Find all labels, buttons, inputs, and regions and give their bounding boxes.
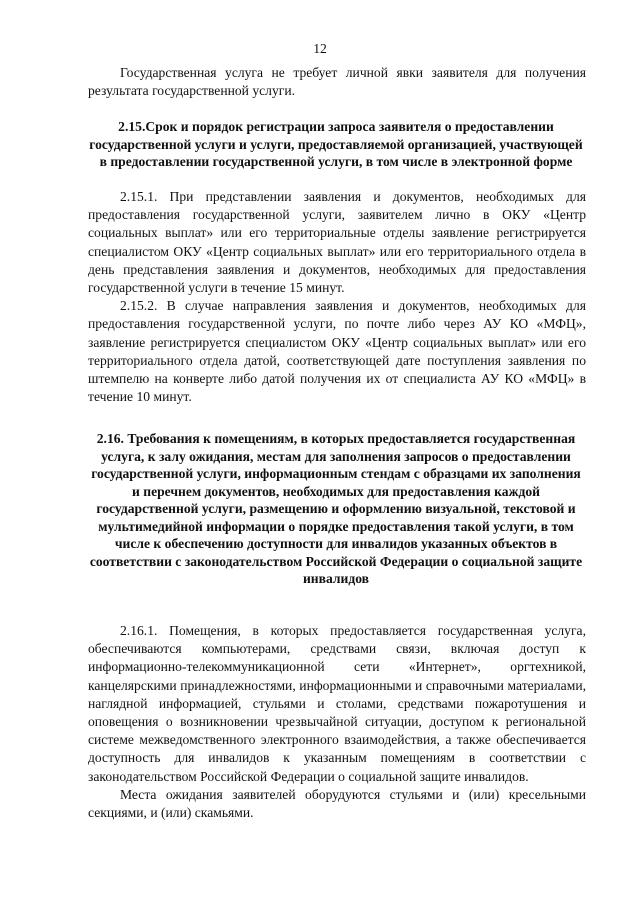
section-2-15-heading: 2.15.Срок и порядок регистрации запроса заявителя о предоставлении государственной услуги и услуги, предоставляемой организацией, участвующей в предоставлении государственной услуги, в том числе в электронной форме: [89, 119, 583, 169]
section-2-15-paragraph-2: 2.15.2. В случае направления заявления и документов, необходимых для предоставления государственной услуги, по почте либо через АУ КО «МФЦ», заявление регистрируется специалистом ОКУ «Центр социальных выплат» или его территориального отдела датой, соответствующей дате поступления заявления по штемпелю на конверте либо датой получения их от специалиста АУ КО «МФЦ» в течение 10 минут.: [88, 298, 586, 405]
section-2-16-paragraph-2: Места ожидания заявителей оборудуются стульями и (или) кресельными секциями, и (или) скамьями.: [88, 786, 586, 821]
page-number: 12: [313, 41, 327, 56]
section-2-15: [86, 118, 586, 171]
section-2-16-paragraph-1: 2.16.1. Помещения, в которых предоставляется государственная услуга, обеспечиваются компьютерами, средствами связи, включая доступ к информационно-телекоммуникационной сети «Интернет», оргтехникой, канцелярскими принадлежностями, информационными и справочными материалами, наглядной информацией, стульями и столами, средствами пожаротушения и оповещения о возникновении чрезвычайной ситуации, доступом к региональной системе межведомственного электронного взаимодействия, а также обеспечивается доступность для инвалидов к указанным помещениям в соответствии с законодательством Российской Федерации о социальной защите инвалидов.: [88, 623, 586, 784]
section-2-16: [86, 430, 586, 588]
section-2-16-heading: 2.16. Требования к помещениям, в которых предоставляется государственная услуга, к залу ожидания, местам для заполнения запросов о предоставлении государственной услуги, информационным стендам с образцами их заполнения и перечнем документов, необходимых для предоставления каждой государственной услуги, размещению и оформлению визуальной, текстовой и мультимедийной информации о порядке предоставления такой услуги, в том числе к обеспечению доступности для инвалидов указанных объектов в соответствии с законодательством Российской Федерации о социальной защите инвалидов: [89, 431, 583, 586]
section-2-15-body: [88, 188, 586, 406]
intro-paragraph: Государственная услуга не требует личной явки заявителя для получения результата государственной услуги.: [88, 65, 586, 99]
section-2-15-paragraph-1: 2.15.1. При представлении заявления и документов, необходимых для предоставления государственной услуги, заявителем лично в ОКУ «Центр социальных выплат» или его территориальные отделы заявление регистрируется специалистом ОКУ «Центр социальных выплат» или его территориального отдела в день представления заявления и документов, необходимых для предоставления государственной услуги в течение 15 минут.: [88, 189, 586, 296]
section-2-16-body: [88, 622, 586, 822]
intro-block: [88, 64, 586, 100]
